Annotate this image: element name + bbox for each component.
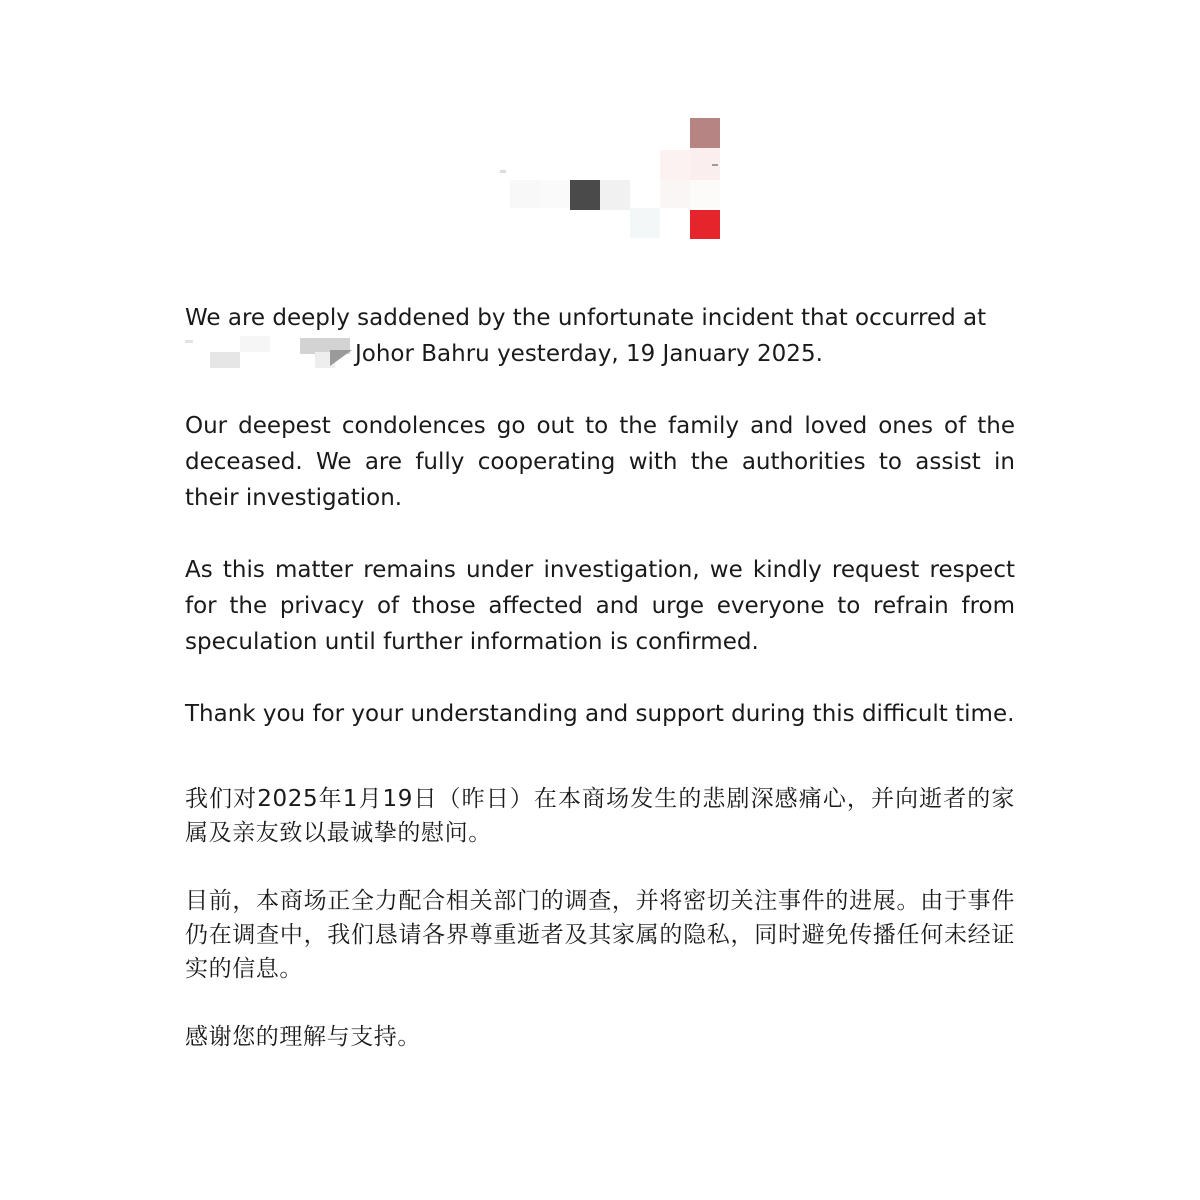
english-paragraph-4: Thank you for your understanding and support during this difficult time.	[185, 701, 1015, 727]
logo-pixel	[510, 180, 540, 208]
logo-pixel	[712, 164, 718, 166]
logo-pixel	[690, 210, 720, 239]
logo-pixel	[500, 170, 506, 173]
logo-pixel	[690, 180, 720, 208]
chinese-statement	[185, 782, 1015, 1054]
logo-pixel	[600, 180, 630, 210]
english-paragraph-1	[185, 300, 1015, 372]
chinese-paragraph-3: 感谢您的理解与支持。	[185, 1024, 421, 1050]
logo-pixel	[570, 180, 600, 210]
english-paragraph-3: As this matter remains under investigation, we kindly request respect for the privacy of those affected and urge everyone to refrain from speculation until further information is confirmed.	[185, 557, 1015, 655]
english-paragraph-2: Our deepest condolences go out to the family and loved ones of the deceased. We are fully cooperating with the authorities to assist in their investigation.	[185, 413, 1015, 511]
logo-pixel	[660, 180, 690, 208]
chinese-paragraph-1: 我们对2025年1月19日（昨日）在本商场发生的悲剧深感痛心，并向逝者的家属及亲友致以最诚挚的慰问。	[185, 786, 1015, 846]
logo-pixel	[630, 208, 660, 238]
logo-pixel	[660, 150, 690, 180]
english-statement	[185, 300, 1015, 732]
english-p1-before: We are deeply saddened by the unfortunate incident that occurred at	[185, 305, 987, 331]
logo-pixel	[540, 180, 570, 208]
chinese-paragraph-2: 目前，本商场正全力配合相关部门的调查，并将密切关注事件的进展。由于事件仍在调查中，我们恳请各界尊重逝者及其家属的隐私，同时避免传播任何未经证实的信息。	[185, 888, 1015, 982]
statement-body	[185, 300, 1015, 1054]
redacted-location	[185, 336, 355, 372]
redacted-logo	[500, 118, 730, 243]
english-p1-after: Johor Bahru yesterday, 19 January 2025.	[355, 341, 823, 367]
logo-pixel	[690, 118, 720, 148]
